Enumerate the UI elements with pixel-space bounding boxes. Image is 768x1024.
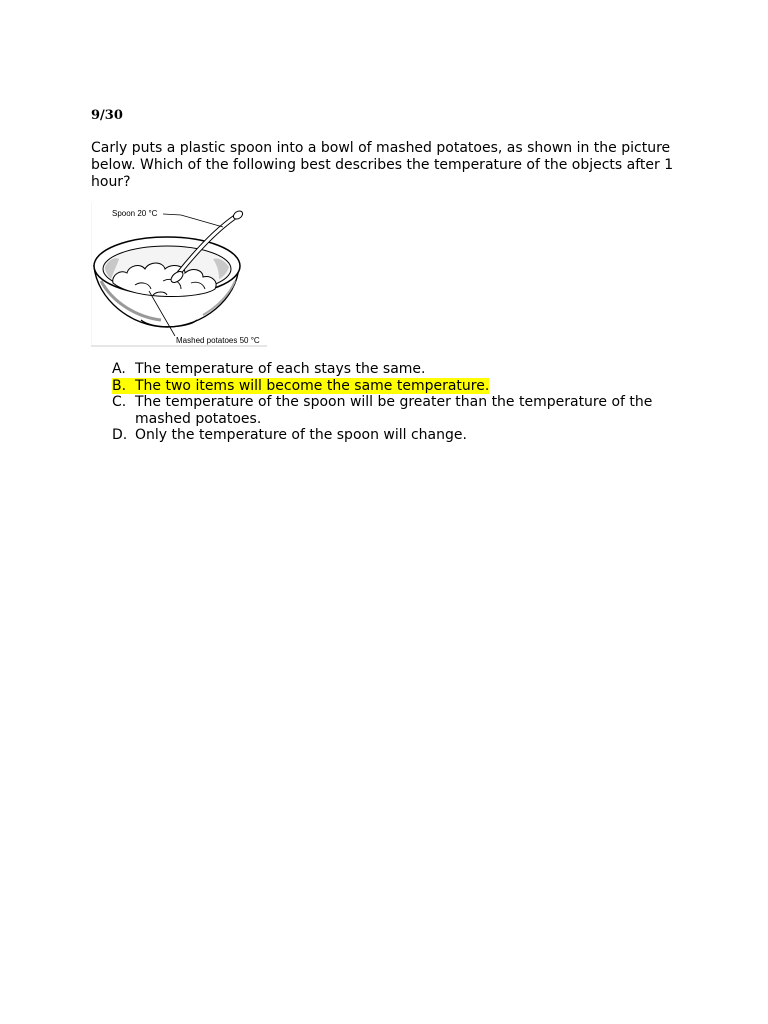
highlighted-choice-text: The two items will become the same temperature.: [135, 377, 490, 394]
date-heading: 9/30: [91, 108, 123, 123]
choice-text: The temperature of each stays the same.: [135, 361, 426, 377]
choice-c: [112, 394, 672, 427]
choice-d: [112, 427, 672, 444]
potatoes-label: Mashed potatoes 50 °C: [176, 336, 260, 345]
answer-choices: [112, 361, 672, 444]
choice-text: Only the temperature of the spoon will change.: [135, 427, 467, 444]
choice-letter: D.: [112, 427, 128, 444]
choice-a: [112, 361, 672, 378]
choice-letter: C.: [112, 394, 127, 411]
question-text: Carly puts a plastic spoon into a bowl of mashed potatoes, as shown in the picture below. Which of the following best describes the temperature of the objects after 1 hour?: [91, 140, 674, 190]
bowl-illustration: [91, 203, 267, 347]
spoon-label: Spoon 20 °C: [112, 209, 158, 218]
choice-letter: A.: [112, 361, 126, 377]
choice-text: The temperature of the spoon will be greater than the temperature of the mashed potatoes.: [135, 394, 653, 427]
choice-b: [112, 378, 672, 395]
choice-letter: B.: [112, 378, 135, 395]
